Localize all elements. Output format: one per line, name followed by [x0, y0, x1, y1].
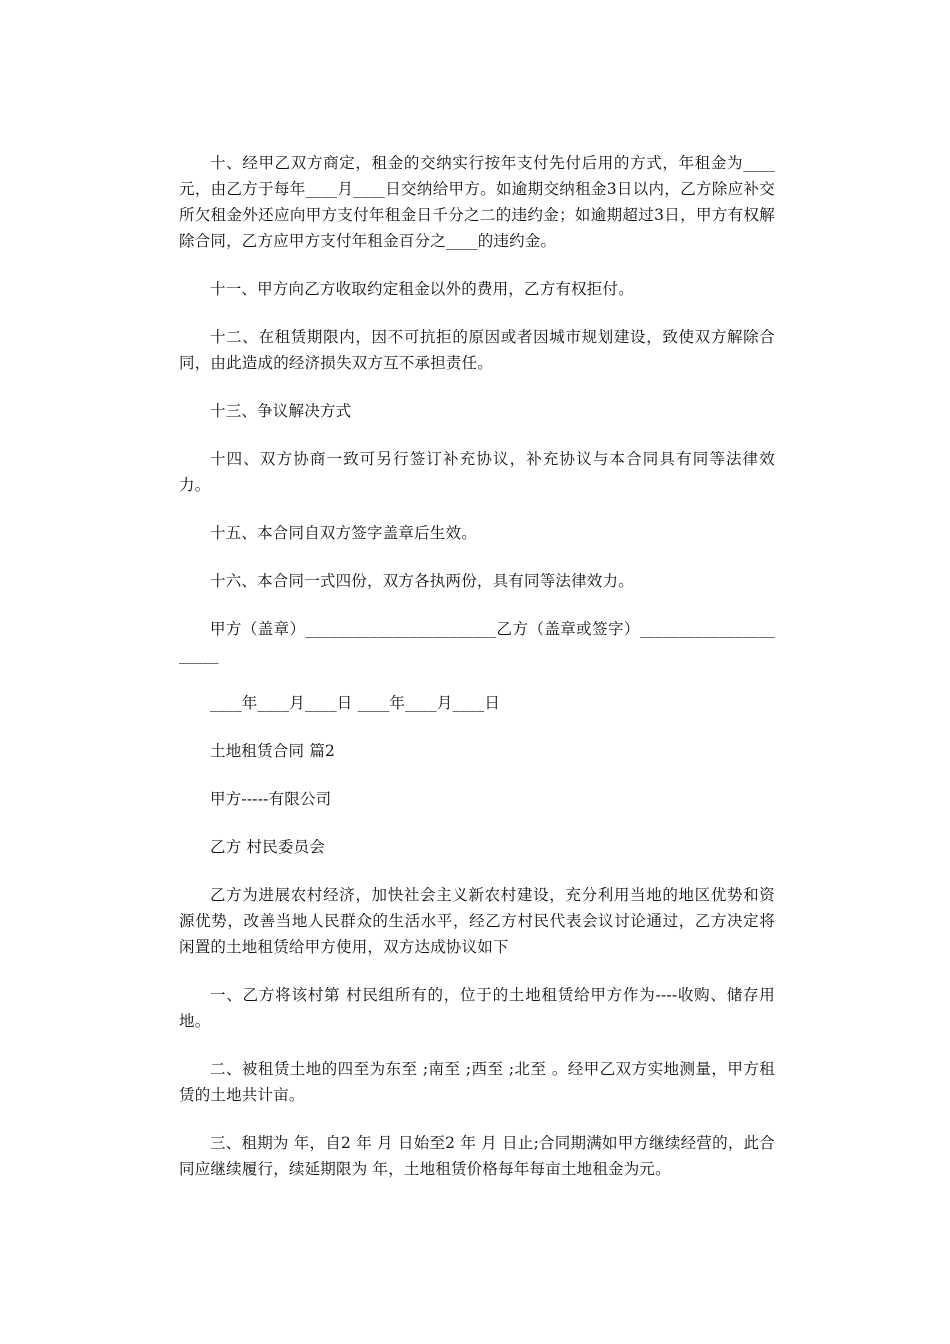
clause-10: 十、经甲乙双方商定，租金的交纳实行按年支付先付后用的方式，年租金为____元，由乙方于每年____月____日交纳给甲方。如逾期交纳租金3日以内，乙方除应补交所欠租金外还应向甲方支付年租金日千分之二的违约金；如逾期超过3日，甲方有权解除合同，乙方应甲方支付年租金百分之____的违约金。 — [179, 154, 775, 250]
clause-11: 十一、甲方向乙方收取约定租金以外的费用，乙方有权拒付。 — [210, 280, 634, 298]
clause-13: 十三、争议解决方式 — [210, 402, 352, 420]
signature-line: 甲方（盖章）________________________乙方（盖章或签字）______________________ — [179, 620, 775, 664]
preamble: 乙方为进展农村经济，加快社会主义新农村建设，充分利用当地的地区优势和资源优势，改善当地人民群众的生活水平，经乙方村民代表会议讨论通过，乙方决定将闲置的土地租赁给甲方使用，双方达成协议如下 — [179, 886, 775, 956]
party-b: 乙方 村民委员会 — [210, 838, 326, 856]
clause-16: 十六、本合同一式四份，双方各执两份，具有同等法律效力。 — [210, 572, 634, 590]
clause-12: 十二、在租赁期限内，因不可抗拒的原因或者因城市规划建设，致使双方解除合同，由此造成的经济损失双方互不承担责任。 — [179, 328, 775, 372]
clause-14: 十四、双方协商一致可另行签订补充协议，补充协议与本合同具有同等法律效力。 — [179, 450, 775, 494]
article-2: 二、被租赁土地的四至为东至 ;南至 ;西至 ;北至 。经甲乙双方实地测量，甲方租赁的土地共计亩。 — [179, 1060, 775, 1104]
date-line: ____年____月____日 ____年____月____日 — [210, 694, 501, 712]
party-a: 甲方-----有限公司 — [210, 790, 332, 808]
clause-15: 十五、本合同自双方签字盖章后生效。 — [210, 524, 477, 542]
article-3: 三、租期为 年，自2 年 月 日始至2 年 月 日止;合同期满如甲方继续经营的，此合同应继续履行，续延期限为 年，土地租赁价格每年每亩土地租金为元。 — [179, 1134, 775, 1178]
section-title: 土地租赁合同 篇2 — [210, 742, 336, 760]
document-body — [179, 150, 775, 1204]
article-1: 一、乙方将该村第 村民组所有的，位于的土地租赁给甲方作为----收购、储存用地。 — [179, 986, 775, 1030]
